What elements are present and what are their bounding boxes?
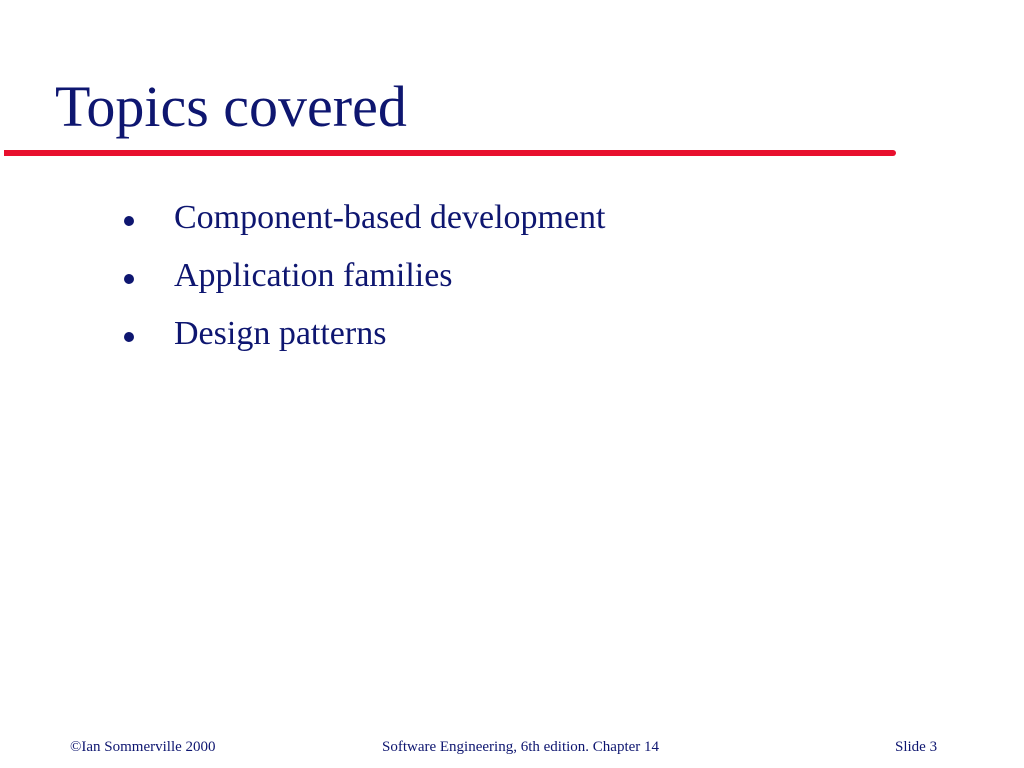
footer-book-title: Software Engineering, 6th edition. Chapter 14 xyxy=(382,739,660,755)
bullet-text: Design patterns xyxy=(174,315,387,352)
slide-title: Topics covered xyxy=(55,74,407,139)
footer-slide-number: Slide 3 xyxy=(895,739,938,755)
bullet-text: Component-based development xyxy=(174,199,606,236)
bullet-dot-icon xyxy=(124,274,134,284)
footer-copyright: ©Ian Sommerville 2000 xyxy=(70,739,216,755)
bullet-dot-icon xyxy=(124,216,134,226)
bullet-text: Application families xyxy=(174,257,453,294)
title-underline-rule xyxy=(4,150,896,156)
bullet-dot-icon xyxy=(124,332,134,342)
